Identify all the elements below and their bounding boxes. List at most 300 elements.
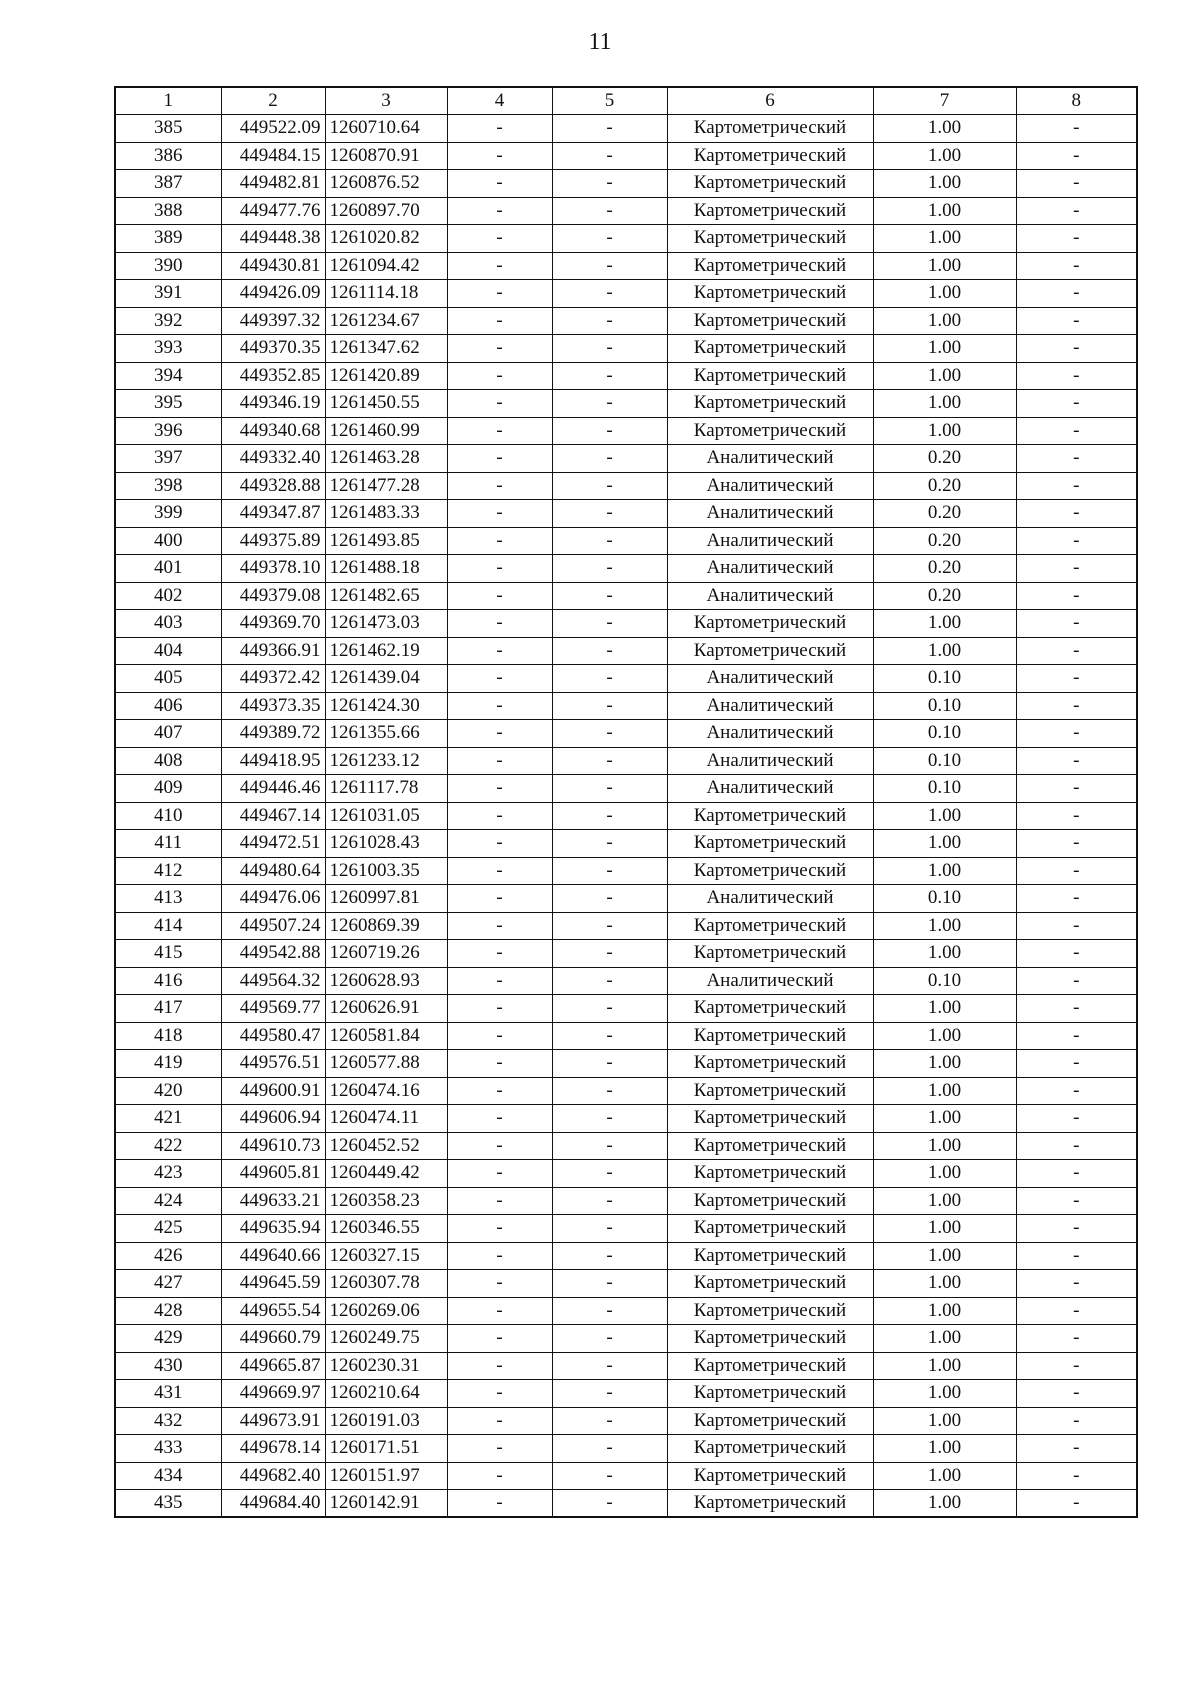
table-cell-col-4: - [447, 142, 552, 170]
table-row [115, 417, 1137, 445]
table-cell-col-7: 0.10 [873, 967, 1016, 995]
table-cell-col-4: - [447, 582, 552, 610]
column-header-5: 5 [552, 87, 667, 115]
table-cell-col-3: 1261117.78 [325, 775, 447, 803]
table-cell-col-5: - [552, 472, 667, 500]
table-cell-col-6: Аналитический [667, 747, 873, 775]
table-cell-col-7: 0.20 [873, 582, 1016, 610]
table-cell-col-3: 1260628.93 [325, 967, 447, 995]
table-cell-col-2: 449373.35 [221, 692, 325, 720]
table-cell-col-8: - [1016, 362, 1137, 390]
table-cell-col-6: Картометрический [667, 1215, 873, 1243]
table-row [115, 1022, 1137, 1050]
table-cell-col-7: 1.00 [873, 1380, 1016, 1408]
table-cell-col-2: 449655.54 [221, 1297, 325, 1325]
table-cell-col-5: - [552, 335, 667, 363]
table-cell-col-5: - [552, 1435, 667, 1463]
table-cell-col-1: 407 [115, 720, 221, 748]
table-cell-col-7: 0.20 [873, 527, 1016, 555]
table-cell-col-6: Картометрический [667, 280, 873, 308]
table-cell-col-4: - [447, 995, 552, 1023]
table-cell-col-4: - [447, 940, 552, 968]
table-cell-col-6: Аналитический [667, 665, 873, 693]
table-cell-col-7: 1.00 [873, 995, 1016, 1023]
table-cell-col-6: Картометрический [667, 142, 873, 170]
column-header-8: 8 [1016, 87, 1137, 115]
table-cell-col-1: 427 [115, 1270, 221, 1298]
table-cell-col-8: - [1016, 1105, 1137, 1133]
table-cell-col-3: 1261482.65 [325, 582, 447, 610]
table-cell-col-1: 411 [115, 830, 221, 858]
table-cell-col-1: 421 [115, 1105, 221, 1133]
table-row [115, 500, 1137, 528]
table-cell-col-6: Картометрический [667, 1050, 873, 1078]
table-cell-col-6: Картометрический [667, 1407, 873, 1435]
table-cell-col-2: 449347.87 [221, 500, 325, 528]
table-cell-col-5: - [552, 170, 667, 198]
table-cell-col-1: 403 [115, 610, 221, 638]
table-cell-col-1: 433 [115, 1435, 221, 1463]
table-cell-col-1: 409 [115, 775, 221, 803]
table-cell-col-1: 428 [115, 1297, 221, 1325]
table-cell-col-3: 1261347.62 [325, 335, 447, 363]
table-cell-col-8: - [1016, 1407, 1137, 1435]
table-cell-col-2: 449389.72 [221, 720, 325, 748]
table-cell-col-2: 449426.09 [221, 280, 325, 308]
table-cell-col-5: - [552, 967, 667, 995]
table-cell-col-3: 1261355.66 [325, 720, 447, 748]
table-cell-col-8: - [1016, 857, 1137, 885]
table-cell-col-8: - [1016, 225, 1137, 253]
table-cell-col-2: 449684.40 [221, 1490, 325, 1518]
table-cell-col-2: 449682.40 [221, 1462, 325, 1490]
table-cell-col-5: - [552, 802, 667, 830]
table-cell-col-2: 449633.21 [221, 1187, 325, 1215]
page-number: 11 [588, 29, 612, 55]
table-cell-col-5: - [552, 445, 667, 473]
table-cell-col-6: Картометрический [667, 637, 873, 665]
table-cell-col-5: - [552, 1407, 667, 1435]
table-cell-col-8: - [1016, 995, 1137, 1023]
table-cell-col-8: - [1016, 1187, 1137, 1215]
table-cell-col-6: Аналитический [667, 885, 873, 913]
table-cell-col-3: 1261473.03 [325, 610, 447, 638]
table-cell-col-1: 417 [115, 995, 221, 1023]
table-cell-col-4: - [447, 307, 552, 335]
table-cell-col-2: 449430.81 [221, 252, 325, 280]
table-cell-col-5: - [552, 307, 667, 335]
table-cell-col-3: 1260307.78 [325, 1270, 447, 1298]
table-cell-col-1: 397 [115, 445, 221, 473]
table-cell-col-4: - [447, 1132, 552, 1160]
table-cell-col-4: - [447, 610, 552, 638]
table-row [115, 582, 1137, 610]
table-row [115, 720, 1137, 748]
table-row [115, 802, 1137, 830]
table-cell-col-3: 1260191.03 [325, 1407, 447, 1435]
table-cell-col-5: - [552, 390, 667, 418]
table-cell-col-4: - [447, 170, 552, 198]
table-cell-col-3: 1260626.91 [325, 995, 447, 1023]
table-cell-col-3: 1261028.43 [325, 830, 447, 858]
table-cell-col-8: - [1016, 775, 1137, 803]
table-cell-col-2: 449484.15 [221, 142, 325, 170]
table-cell-col-8: - [1016, 555, 1137, 583]
table-cell-col-2: 449446.46 [221, 775, 325, 803]
table-cell-col-4: - [447, 967, 552, 995]
table-row [115, 472, 1137, 500]
table-cell-col-8: - [1016, 445, 1137, 473]
table-cell-col-5: - [552, 582, 667, 610]
table-cell-col-2: 449660.79 [221, 1325, 325, 1353]
table-cell-col-2: 449397.32 [221, 307, 325, 335]
table-row [115, 665, 1137, 693]
table-cell-col-4: - [447, 1105, 552, 1133]
table-cell-col-4: - [447, 830, 552, 858]
table-cell-col-7: 1.00 [873, 912, 1016, 940]
table-body [115, 115, 1137, 1518]
table-cell-col-4: - [447, 1077, 552, 1105]
table-cell-col-8: - [1016, 527, 1137, 555]
table-cell-col-5: - [552, 1022, 667, 1050]
table-cell-col-6: Аналитический [667, 472, 873, 500]
table-cell-col-6: Картометрический [667, 197, 873, 225]
table-cell-col-4: - [447, 527, 552, 555]
table-cell-col-4: - [447, 1407, 552, 1435]
table-cell-col-5: - [552, 1132, 667, 1160]
table-row [115, 1105, 1137, 1133]
table-cell-col-2: 449569.77 [221, 995, 325, 1023]
table-cell-col-6: Аналитический [667, 445, 873, 473]
table-cell-col-7: 1.00 [873, 637, 1016, 665]
table-cell-col-2: 449480.64 [221, 857, 325, 885]
table-cell-col-7: 1.00 [873, 307, 1016, 335]
table-cell-col-7: 0.10 [873, 885, 1016, 913]
table-cell-col-8: - [1016, 1297, 1137, 1325]
table-cell-col-7: 0.20 [873, 500, 1016, 528]
table-cell-col-4: - [447, 555, 552, 583]
table-cell-col-3: 1260269.06 [325, 1297, 447, 1325]
table-cell-col-4: - [447, 390, 552, 418]
column-header-1: 1 [115, 87, 221, 115]
table-cell-col-7: 0.20 [873, 445, 1016, 473]
table-cell-col-1: 405 [115, 665, 221, 693]
table-cell-col-1: 390 [115, 252, 221, 280]
table-cell-col-1: 423 [115, 1160, 221, 1188]
table-cell-col-5: - [552, 857, 667, 885]
table-cell-col-8: - [1016, 1352, 1137, 1380]
table-cell-col-7: 1.00 [873, 142, 1016, 170]
table-cell-col-6: Картометрический [667, 1022, 873, 1050]
table-cell-col-1: 394 [115, 362, 221, 390]
table-cell-col-5: - [552, 417, 667, 445]
table-row [115, 967, 1137, 995]
table-cell-col-6: Картометрический [667, 225, 873, 253]
table-cell-col-6: Аналитический [667, 692, 873, 720]
table-cell-col-8: - [1016, 1215, 1137, 1243]
table-cell-col-8: - [1016, 170, 1137, 198]
table-cell-col-8: - [1016, 830, 1137, 858]
table-cell-col-3: 1261094.42 [325, 252, 447, 280]
table-cell-col-4: - [447, 1187, 552, 1215]
table-cell-col-7: 1.00 [873, 1050, 1016, 1078]
table-cell-col-4: - [447, 1435, 552, 1463]
table-cell-col-7: 1.00 [873, 362, 1016, 390]
table-cell-col-8: - [1016, 1132, 1137, 1160]
table-cell-col-1: 429 [115, 1325, 221, 1353]
table-cell-col-5: - [552, 692, 667, 720]
table-cell-col-6: Аналитический [667, 775, 873, 803]
table-row [115, 335, 1137, 363]
table-row [115, 555, 1137, 583]
table-cell-col-4: - [447, 252, 552, 280]
table-cell-col-4: - [447, 417, 552, 445]
table-cell-col-5: - [552, 885, 667, 913]
table-cell-col-6: Картометрический [667, 912, 873, 940]
table-cell-col-7: 1.00 [873, 857, 1016, 885]
table-cell-col-5: - [552, 940, 667, 968]
table-cell-col-4: - [447, 115, 552, 143]
table-cell-col-1: 400 [115, 527, 221, 555]
table-row [115, 225, 1137, 253]
table-cell-col-1: 412 [115, 857, 221, 885]
table-cell-col-2: 449635.94 [221, 1215, 325, 1243]
table-cell-col-1: 404 [115, 637, 221, 665]
table-cell-col-8: - [1016, 115, 1137, 143]
table-cell-col-7: 1.00 [873, 610, 1016, 638]
table-cell-col-7: 0.10 [873, 720, 1016, 748]
table-cell-col-8: - [1016, 142, 1137, 170]
table-row [115, 912, 1137, 940]
table-cell-col-2: 449605.81 [221, 1160, 325, 1188]
table-cell-col-4: - [447, 1160, 552, 1188]
table-row [115, 1352, 1137, 1380]
table-cell-col-5: - [552, 555, 667, 583]
table-cell-col-5: - [552, 1270, 667, 1298]
table-cell-col-6: Картометрический [667, 1105, 873, 1133]
table-row [115, 610, 1137, 638]
table-cell-col-8: - [1016, 417, 1137, 445]
table-cell-col-4: - [447, 1380, 552, 1408]
table-cell-col-2: 449379.08 [221, 582, 325, 610]
table-cell-col-5: - [552, 775, 667, 803]
table-cell-col-1: 418 [115, 1022, 221, 1050]
table-cell-col-5: - [552, 637, 667, 665]
table-cell-col-5: - [552, 1352, 667, 1380]
table-row [115, 692, 1137, 720]
table-cell-col-1: 430 [115, 1352, 221, 1380]
table-cell-col-6: Картометрический [667, 1462, 873, 1490]
table-row [115, 115, 1137, 143]
table-row [115, 390, 1137, 418]
table-cell-col-4: - [447, 197, 552, 225]
table-cell-col-4: - [447, 280, 552, 308]
table-cell-col-7: 1.00 [873, 390, 1016, 418]
table-cell-col-7: 1.00 [873, 1215, 1016, 1243]
table-row [115, 445, 1137, 473]
column-header-4: 4 [447, 87, 552, 115]
table-cell-col-3: 1260142.91 [325, 1490, 447, 1518]
table-cell-col-7: 1.00 [873, 170, 1016, 198]
table-row [115, 1270, 1137, 1298]
table-cell-col-7: 1.00 [873, 1022, 1016, 1050]
table-row [115, 527, 1137, 555]
table-row [115, 940, 1137, 968]
table-cell-col-4: - [447, 1215, 552, 1243]
table-cell-col-5: - [552, 1380, 667, 1408]
table-cell-col-5: - [552, 1187, 667, 1215]
table-cell-col-1: 419 [115, 1050, 221, 1078]
table-cell-col-7: 1.00 [873, 1242, 1016, 1270]
table-cell-col-4: - [447, 775, 552, 803]
table-cell-col-4: - [447, 445, 552, 473]
table-cell-col-4: - [447, 720, 552, 748]
table-cell-col-3: 1260870.91 [325, 142, 447, 170]
table-row [115, 775, 1137, 803]
table-cell-col-2: 449507.24 [221, 912, 325, 940]
table-cell-col-8: - [1016, 1490, 1137, 1518]
table-cell-col-2: 449448.38 [221, 225, 325, 253]
table-cell-col-1: 386 [115, 142, 221, 170]
table-row [115, 885, 1137, 913]
table-cell-col-3: 1260327.15 [325, 1242, 447, 1270]
table-cell-col-7: 1.00 [873, 1297, 1016, 1325]
table-cell-col-3: 1261424.30 [325, 692, 447, 720]
table-cell-col-8: - [1016, 1050, 1137, 1078]
table-row [115, 1077, 1137, 1105]
table-cell-col-5: - [552, 1050, 667, 1078]
table-cell-col-6: Картометрический [667, 1242, 873, 1270]
table-cell-col-7: 1.00 [873, 1490, 1016, 1518]
table-cell-col-8: - [1016, 692, 1137, 720]
table-cell-col-4: - [447, 1297, 552, 1325]
table-cell-col-3: 1260897.70 [325, 197, 447, 225]
table-cell-col-1: 398 [115, 472, 221, 500]
table-cell-col-8: - [1016, 1022, 1137, 1050]
table-cell-col-6: Картометрический [667, 1380, 873, 1408]
table-cell-col-6: Картометрический [667, 1352, 873, 1380]
table-cell-col-6: Картометрический [667, 1270, 873, 1298]
table-cell-col-2: 449606.94 [221, 1105, 325, 1133]
table-cell-col-3: 1261460.99 [325, 417, 447, 445]
table-cell-col-3: 1260249.75 [325, 1325, 447, 1353]
table-cell-col-3: 1260876.52 [325, 170, 447, 198]
table-cell-col-7: 0.10 [873, 665, 1016, 693]
table-cell-col-6: Картометрический [667, 1490, 873, 1518]
table-cell-col-7: 1.00 [873, 115, 1016, 143]
table-cell-col-5: - [552, 1297, 667, 1325]
table-cell-col-3: 1260210.64 [325, 1380, 447, 1408]
table-cell-col-2: 449600.91 [221, 1077, 325, 1105]
table-cell-col-3: 1261477.28 [325, 472, 447, 500]
table-cell-col-7: 1.00 [873, 940, 1016, 968]
table-cell-col-1: 393 [115, 335, 221, 363]
table-cell-col-1: 396 [115, 417, 221, 445]
table-cell-col-7: 0.10 [873, 692, 1016, 720]
table-row [115, 830, 1137, 858]
table-cell-col-2: 449328.88 [221, 472, 325, 500]
table-header-row [115, 87, 1137, 115]
table-cell-col-4: - [447, 1325, 552, 1353]
table-cell-col-3: 1261233.12 [325, 747, 447, 775]
table-row [115, 362, 1137, 390]
table-cell-col-3: 1260577.88 [325, 1050, 447, 1078]
table-cell-col-8: - [1016, 472, 1137, 500]
table-cell-col-4: - [447, 1352, 552, 1380]
table-cell-col-2: 449669.97 [221, 1380, 325, 1408]
table-cell-col-6: Картометрический [667, 307, 873, 335]
table-cell-col-2: 449378.10 [221, 555, 325, 583]
table-cell-col-1: 402 [115, 582, 221, 610]
table-cell-col-3: 1260869.39 [325, 912, 447, 940]
table-cell-col-7: 1.00 [873, 225, 1016, 253]
table-cell-col-5: - [552, 1160, 667, 1188]
table-cell-col-3: 1261234.67 [325, 307, 447, 335]
table-cell-col-4: - [447, 225, 552, 253]
table-cell-col-7: 1.00 [873, 1132, 1016, 1160]
table-cell-col-2: 449645.59 [221, 1270, 325, 1298]
table-cell-col-4: - [447, 665, 552, 693]
table-row [115, 280, 1137, 308]
table-cell-col-4: - [447, 1490, 552, 1518]
table-cell-col-5: - [552, 252, 667, 280]
table-cell-col-3: 1261488.18 [325, 555, 447, 583]
table-cell-col-8: - [1016, 500, 1137, 528]
table-cell-col-5: - [552, 225, 667, 253]
table-cell-col-8: - [1016, 1435, 1137, 1463]
table-cell-col-2: 449370.35 [221, 335, 325, 363]
table-cell-col-1: 395 [115, 390, 221, 418]
table-cell-col-1: 425 [115, 1215, 221, 1243]
table-row [115, 1132, 1137, 1160]
table-cell-col-7: 0.10 [873, 775, 1016, 803]
table-cell-col-1: 392 [115, 307, 221, 335]
table-cell-col-8: - [1016, 665, 1137, 693]
table-cell-col-2: 449482.81 [221, 170, 325, 198]
table-cell-col-6: Аналитический [667, 555, 873, 583]
table-cell-col-4: - [447, 637, 552, 665]
table-cell-col-8: - [1016, 610, 1137, 638]
table-cell-col-8: - [1016, 1160, 1137, 1188]
table-cell-col-3: 1261463.28 [325, 445, 447, 473]
table-cell-col-1: 414 [115, 912, 221, 940]
table-cell-col-3: 1261114.18 [325, 280, 447, 308]
table-row [115, 1407, 1137, 1435]
table-cell-col-1: 387 [115, 170, 221, 198]
table-cell-col-6: Аналитический [667, 720, 873, 748]
table-cell-col-3: 1260449.42 [325, 1160, 447, 1188]
table-cell-col-1: 413 [115, 885, 221, 913]
table-cell-col-2: 449610.73 [221, 1132, 325, 1160]
table-cell-col-1: 426 [115, 1242, 221, 1270]
table-cell-col-6: Картометрический [667, 1077, 873, 1105]
table-cell-col-2: 449522.09 [221, 115, 325, 143]
table-row [115, 747, 1137, 775]
table-cell-col-3: 1260474.16 [325, 1077, 447, 1105]
table-cell-col-8: - [1016, 1380, 1137, 1408]
table-cell-col-7: 1.00 [873, 1462, 1016, 1490]
table-cell-col-2: 449369.70 [221, 610, 325, 638]
table-row [115, 995, 1137, 1023]
table-cell-col-3: 1261420.89 [325, 362, 447, 390]
table-cell-col-5: - [552, 665, 667, 693]
table-cell-col-5: - [552, 500, 667, 528]
table-cell-col-2: 449372.42 [221, 665, 325, 693]
table-cell-col-7: 1.00 [873, 1105, 1016, 1133]
table-cell-col-6: Картометрический [667, 1160, 873, 1188]
table-cell-col-2: 449332.40 [221, 445, 325, 473]
table-cell-col-7: 0.20 [873, 555, 1016, 583]
